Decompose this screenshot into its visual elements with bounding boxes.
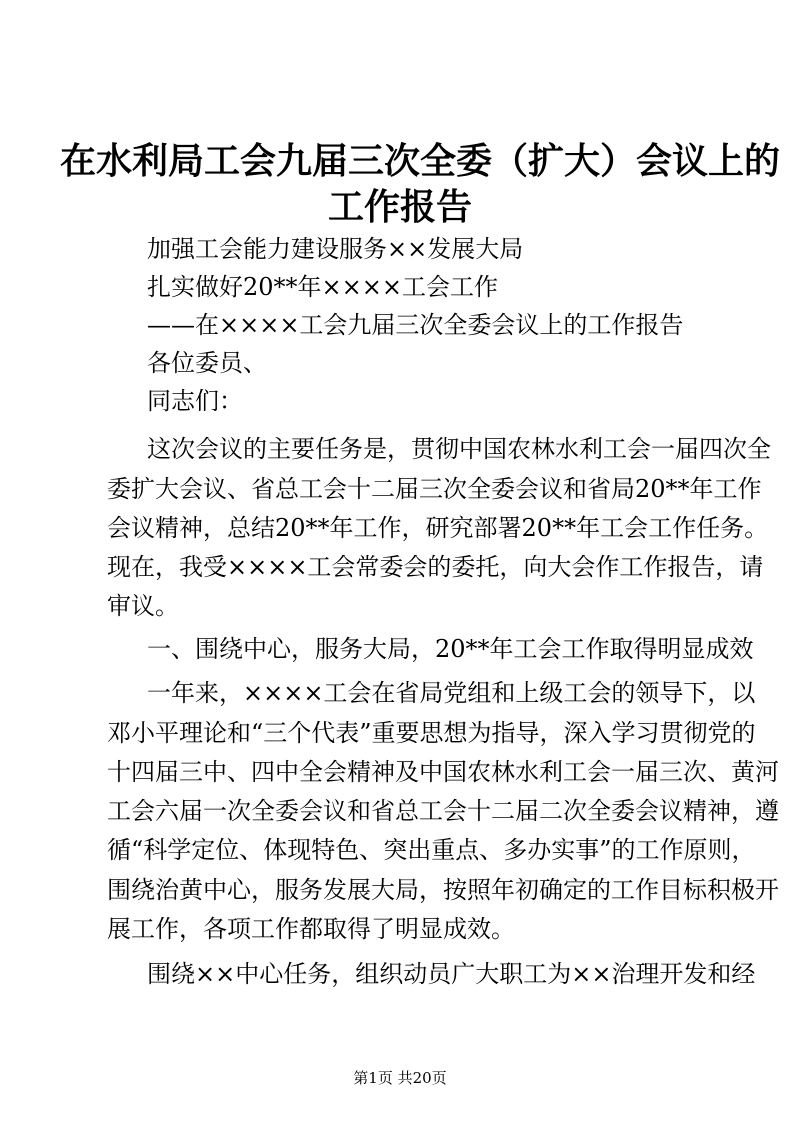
paragraph-line: 工会六届一次全委会议和省总工会十二届二次全委会议精神，遵 — [107, 797, 779, 825]
paragraph-line: 审议。 — [107, 592, 179, 620]
paragraph-line: 围绕××中心任务，组织动员广大职工为××治理开发和经 — [147, 960, 756, 988]
paragraph-line: 这次会议的主要任务是，贯彻中国农林水利工会一届四次全 — [147, 435, 771, 463]
paragraph-line: 十四届三中、四中全会精神及中国农林水利工会一届三次、黄河 — [107, 758, 779, 786]
paragraph-line: 循“科学定位、体现特色、突出重点、多办实事”的工作原则， — [107, 836, 756, 864]
paragraph-line: 邓小平理论和“三个代表”重要思想为指导，深入学习贯彻党的 — [107, 719, 756, 747]
subtitle-line-2: 扎实做好20**年××××工会工作 — [147, 273, 498, 301]
paragraph-line: 会议精神，总结20**年工作，研究部署20**年工会工作任务。 — [107, 514, 769, 542]
paragraph-line: 围绕治黄中心，服务发展大局，按照年初确定的工作目标积极开 — [107, 876, 779, 904]
section-heading: 一、围绕中心，服务大局，20**年工会工作取得明显成效 — [147, 635, 754, 663]
salutation-line-1: 各位委员、 — [147, 349, 267, 377]
paragraph-line: 委扩大会议、省总工会十二届三次全委会议和省局20**年工作 — [107, 475, 762, 503]
document-title-line-2: 工作报告 — [327, 186, 472, 228]
salutation-line-2: 同志们： — [147, 387, 243, 415]
paragraph-line: 展工作，各项工作都取得了明显成效。 — [107, 915, 515, 943]
subtitle-line-3: ——在××××工会九届三次全委会议上的工作报告 — [147, 311, 684, 339]
document-title-line-1: 在水利局工会九届三次全委（扩大）会议上的 — [60, 140, 781, 182]
paragraph-line: 一年来，××××工会在省局党组和上级工会的领导下，以 — [147, 679, 756, 707]
subtitle-line-1: 加强工会能力建设服务××发展大局 — [147, 235, 524, 263]
page-number-footer: 第1页 共20页 — [353, 1069, 447, 1087]
paragraph-line: 现在，我受××××工会常委会的委托，向大会作工作报告，请 — [107, 553, 764, 581]
